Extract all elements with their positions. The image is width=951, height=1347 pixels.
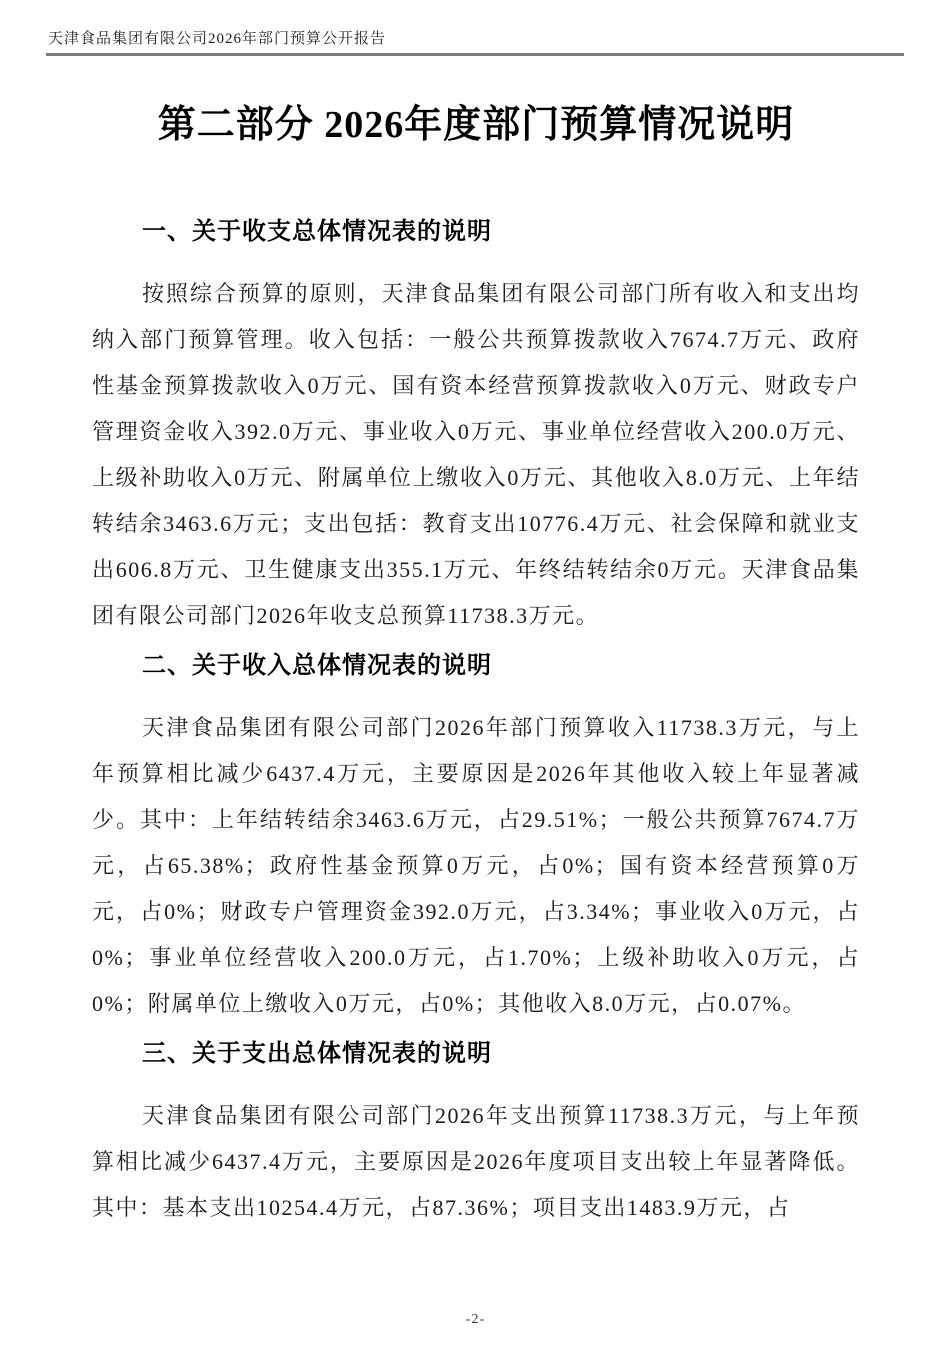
- document-content: [92, 55, 860, 1231]
- page-header: [46, 29, 904, 56]
- section-heading-income-overview: 二、关于收入总体情况表的说明: [142, 652, 492, 679]
- section-heading-income-expense-overview: 一、关于收支总体情况表的说明: [142, 218, 492, 245]
- section-paragraph-income-overview: 天津食品集团有限公司部门2026年部门预算收入11738.3万元，与上年预算相比减少6437.4万元，主要原因是2026年其他收入较上年显著减少。其中：上年结转结余3463.6万元，占29.51%；一般公共预算7674.7万元，占65.38%；政府性基金预算0万元，占0%；国有资本经营预算0万元，占0%；财政专户管理资金392.0万元，占3.34%；事业收入0万元，占0%；事业单位经营收入200.0万元，占1.70%；上级补助收入0万元，占0%；附属单位上缴收入0万元，占0%；其他收入8.0万元，占0.07%。: [92, 715, 860, 1016]
- header-report-title: 天津食品集团有限公司2026年部门预算公开报告: [48, 31, 387, 47]
- section-heading-expense-overview: 三、关于支出总体情况表的说明: [142, 1040, 492, 1067]
- section-paragraph-income-expense-overview: 按照综合预算的原则，天津食品集团有限公司部门所有收入和支出均纳入部门预算管理。收入包括：一般公共预算拨款收入7674.7万元、政府性基金预算拨款收入0万元、国有资本经营预算拨款收入0万元、财政专户管理资金收入392.0万元、事业收入0万元、事业单位经营收入200.0万元、上级补助收入0万元、附属单位上缴收入0万元、其他收入8.0万元、上年结转结余3463.6万元；支出包括：教育支出10776.4万元、社会保障和就业支出606.8万元、卫生健康支出355.1万元、年终结转结余0万元。天津食品集团有限公司部门2026年收支总预算11738.3万元。: [92, 281, 860, 628]
- page-number: -2-: [465, 1312, 486, 1327]
- section-paragraph-expense-overview: 天津食品集团有限公司部门2026年支出预算11738.3万元，与上年预算相比减少6437.4万元，主要原因是2026年度项目支出较上年显著降低。其中：基本支出10254.4万元，占87.36%；项目支出1483.9万元，占: [92, 1103, 860, 1220]
- document-title: 第二部分 2026年度部门预算情况说明: [157, 104, 795, 146]
